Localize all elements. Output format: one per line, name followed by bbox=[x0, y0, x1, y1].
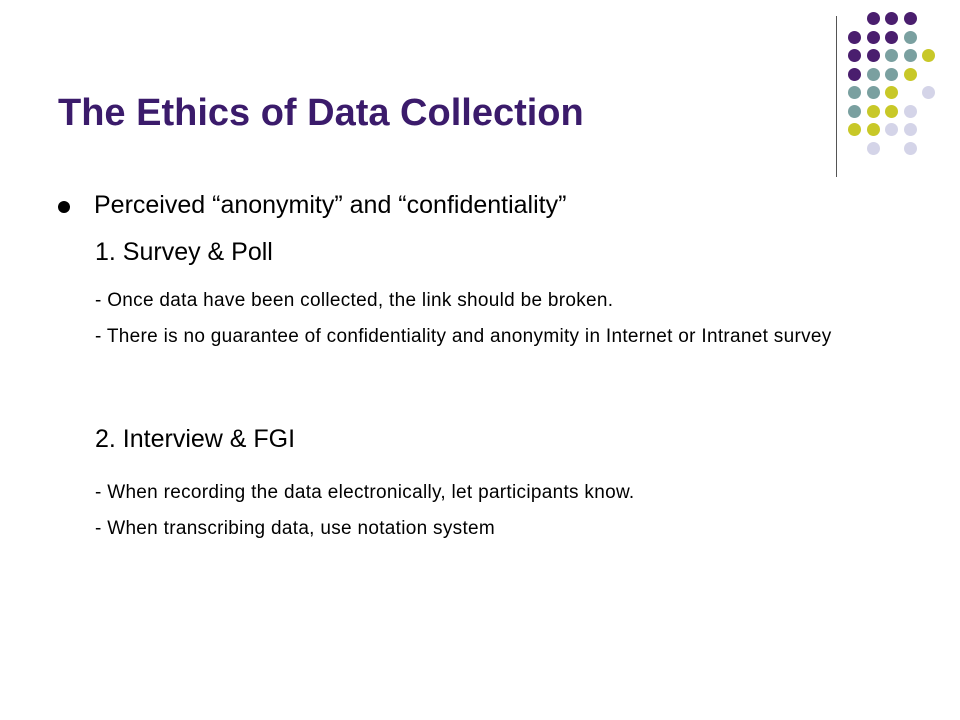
decorative-dot-grid bbox=[848, 12, 948, 162]
decorative-dot bbox=[885, 123, 898, 136]
decorative-dot bbox=[848, 123, 861, 136]
decorative-dot bbox=[885, 49, 898, 62]
decorative-dot bbox=[848, 86, 861, 99]
decorative-dot bbox=[885, 12, 898, 25]
decorative-dot bbox=[848, 105, 861, 118]
decorative-dot bbox=[922, 86, 935, 99]
decorative-dot bbox=[848, 31, 861, 44]
decorative-dot bbox=[867, 86, 880, 99]
section-line: - Once data have been collected, the link should be broken. bbox=[95, 290, 614, 311]
decorative-dot bbox=[885, 105, 898, 118]
section-heading-interview: 2. Interview & FGI bbox=[95, 425, 296, 453]
section-line: - There is no guarantee of confidentiality and anonymity in Internet or Intranet survey bbox=[95, 326, 832, 347]
decorative-dot bbox=[885, 31, 898, 44]
decorative-dot bbox=[904, 31, 917, 44]
decorative-dot bbox=[867, 142, 880, 155]
decorative-dot bbox=[867, 105, 880, 118]
decorative-dot bbox=[848, 49, 861, 62]
bullet-item bbox=[58, 191, 566, 220]
decorative-dot bbox=[867, 68, 880, 81]
decorative-dot bbox=[848, 68, 861, 81]
decorative-dot bbox=[867, 123, 880, 136]
decorative-dot bbox=[867, 12, 880, 25]
decorative-divider-line bbox=[836, 16, 837, 177]
decorative-dot bbox=[867, 31, 880, 44]
decorative-dot bbox=[904, 12, 917, 25]
decorative-dot bbox=[885, 68, 898, 81]
decorative-dot bbox=[904, 105, 917, 118]
bullet-text: Perceived “anonymity” and “confidentiality” bbox=[94, 191, 567, 219]
section-line: - When recording the data electronically, let participants know. bbox=[95, 482, 635, 503]
slide-title: The Ethics of Data Collection bbox=[58, 92, 584, 134]
decorative-dot bbox=[867, 49, 880, 62]
decorative-dot bbox=[904, 49, 917, 62]
decorative-dot bbox=[904, 142, 917, 155]
decorative-dot bbox=[904, 123, 917, 136]
bullet-icon bbox=[58, 201, 70, 213]
section-heading-survey: 1. Survey & Poll bbox=[95, 238, 273, 266]
decorative-dot bbox=[904, 68, 917, 81]
decorative-dot bbox=[885, 86, 898, 99]
section-line: - When transcribing data, use notation system bbox=[95, 518, 496, 539]
decorative-dot bbox=[922, 49, 935, 62]
